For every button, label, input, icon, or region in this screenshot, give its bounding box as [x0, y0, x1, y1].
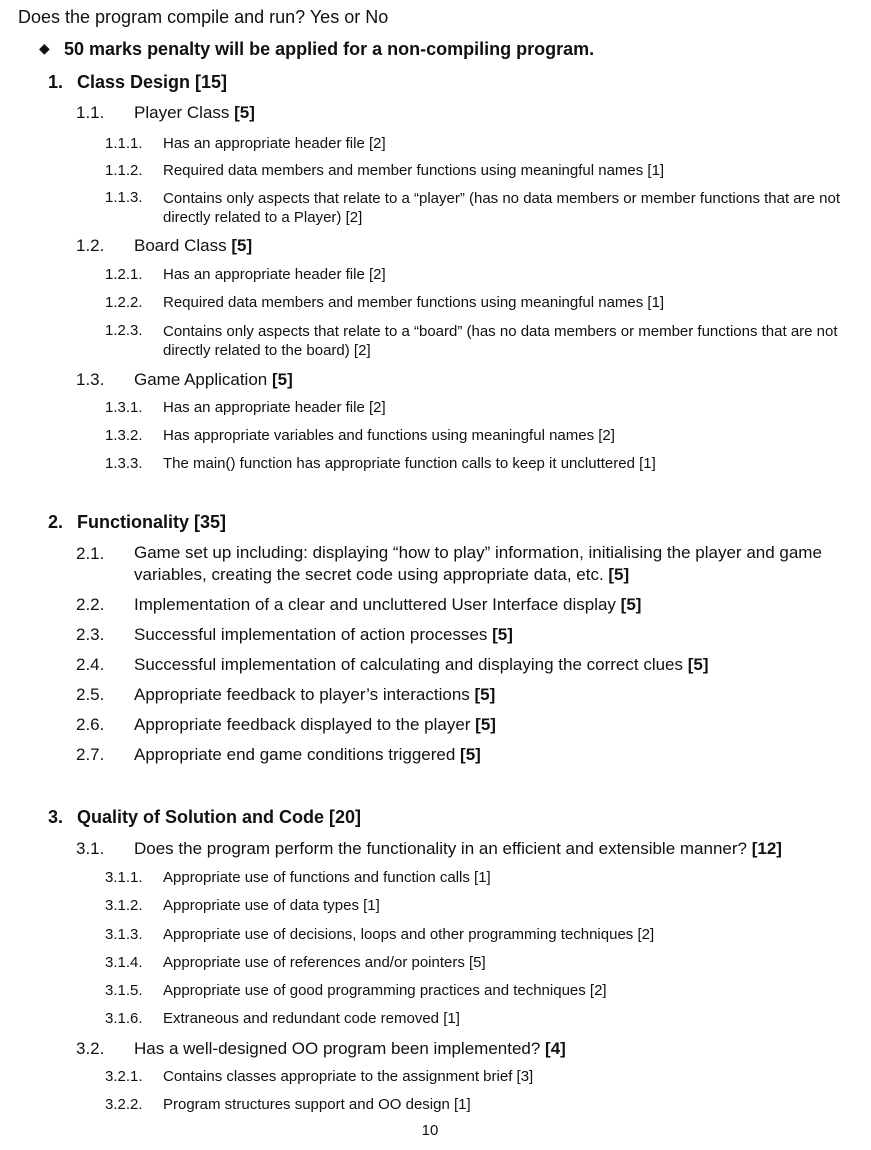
item-label: Appropriate feedback to player’s interactions [5]	[134, 685, 496, 704]
penalty-note: 50 marks penalty will be applied for a non-compiling program.	[64, 39, 595, 59]
subitem-number: 3.1.5.	[105, 982, 143, 999]
item-label: Successful implementation of action processes [5]	[134, 625, 513, 644]
subitem-text: Extraneous and redundant code removed [1]	[163, 1010, 460, 1027]
subitem-text: Has appropriate variables and functions using meaningful names [2]	[163, 427, 615, 444]
item-label: Appropriate end game conditions triggered [5]	[134, 745, 481, 764]
item-number: 1.1.	[76, 103, 105, 122]
item-number: 2.6.	[76, 715, 105, 734]
item-label: Successful implementation of calculating and displaying the correct clues [5]	[134, 655, 709, 674]
item-label: Implementation of a clear and uncluttered User Interface display [5]	[134, 595, 642, 614]
section-number: 3.	[48, 807, 64, 827]
subitem-number: 3.1.4.	[105, 954, 143, 971]
subitem-number: 1.1.1.	[105, 135, 143, 152]
subitem-text: The main() function has appropriate function calls to keep it uncluttered [1]	[163, 455, 656, 472]
subitem-text: Program structures support and OO design [1]	[163, 1096, 471, 1113]
subitem-text: Contains only aspects that relate to a “board” (has no data members or member functions that are not directly related to the board) [2]	[163, 323, 838, 359]
item-number: 1.3.	[76, 370, 105, 389]
subitem-number: 1.3.1.	[105, 399, 143, 416]
subitem-number: 1.2.2.	[105, 294, 143, 311]
item-label: Game set up including: displaying “how to play” information, initialising the player and game variables, creating the secret code using appropriate data, etc. [5]	[134, 543, 822, 584]
subitem-text: Contains only aspects that relate to a “player” (has no data members or member functions that are not directly related to a Player) [2]	[163, 190, 841, 226]
subitem-number: 3.1.6.	[105, 1010, 143, 1027]
item-label: Board Class [5]	[134, 236, 253, 255]
section-title: Quality of Solution and Code [20]	[77, 807, 362, 827]
subitem-text: Appropriate use of decisions, loops and other programming techniques [2]	[163, 926, 655, 943]
subitem-number: 3.2.1.	[105, 1068, 143, 1085]
subitem-number: 1.1.3.	[105, 189, 143, 206]
bullet-icon: ◆	[39, 40, 50, 56]
subitem-number: 3.2.2.	[105, 1096, 143, 1113]
item-number: 3.2.	[76, 1039, 105, 1058]
subitem-text: Has an appropriate header file [2]	[163, 399, 386, 416]
section-title: Class Design [15]	[77, 72, 228, 92]
section-number: 1.	[48, 72, 64, 92]
subitem-text: Required data members and member functions using meaningful names [1]	[163, 294, 665, 311]
subitem-number: 3.1.1.	[105, 869, 143, 886]
subitem-text: Required data members and member functions using meaningful names [1]	[163, 162, 665, 179]
subitem-text: Has an appropriate header file [2]	[163, 135, 386, 152]
section-number: 2.	[48, 512, 64, 532]
item-label: Appropriate feedback displayed to the player [5]	[134, 715, 496, 734]
item-label: Player Class [5]	[134, 103, 255, 122]
item-number: 2.4.	[76, 655, 105, 674]
item-label: Game Application [5]	[134, 370, 293, 389]
subitem-number: 1.1.2.	[105, 162, 143, 179]
subitem-text: Has an appropriate header file [2]	[163, 266, 386, 283]
subitem-number: 1.2.3.	[105, 322, 143, 339]
item-label: Has a well-designed OO program been implemented? [4]	[134, 1039, 566, 1058]
subitem-number: 1.3.2.	[105, 427, 143, 444]
subitem-text: Appropriate use of references and/or pointers [5]	[163, 954, 486, 971]
subitem-text: Appropriate use of good programming practices and techniques [2]	[163, 982, 607, 999]
item-label: Does the program perform the functionality in an efficient and extensible manner? [12]	[134, 839, 782, 858]
item-number: 2.1.	[76, 544, 105, 563]
subitem-text: Contains classes appropriate to the assignment brief [3]	[163, 1068, 534, 1085]
item-number: 2.2.	[76, 595, 105, 614]
section-title: Functionality [35]	[77, 512, 227, 532]
item-number: 3.1.	[76, 839, 105, 858]
subitem-text: Appropriate use of data types [1]	[163, 897, 380, 914]
item-number: 1.2.	[76, 236, 105, 255]
subitem-text: Appropriate use of functions and function calls [1]	[163, 869, 491, 886]
item-number: 2.5.	[76, 685, 105, 704]
subitem-number: 1.2.1.	[105, 266, 143, 283]
page-number: 10	[421, 1122, 439, 1139]
subitem-number: 1.3.3.	[105, 455, 143, 472]
item-number: 2.7.	[76, 745, 105, 764]
compile-question: Does the program compile and run? Yes or No	[18, 7, 389, 27]
item-number: 2.3.	[76, 625, 105, 644]
subitem-number: 3.1.2.	[105, 897, 143, 914]
subitem-number: 3.1.3.	[105, 926, 143, 943]
